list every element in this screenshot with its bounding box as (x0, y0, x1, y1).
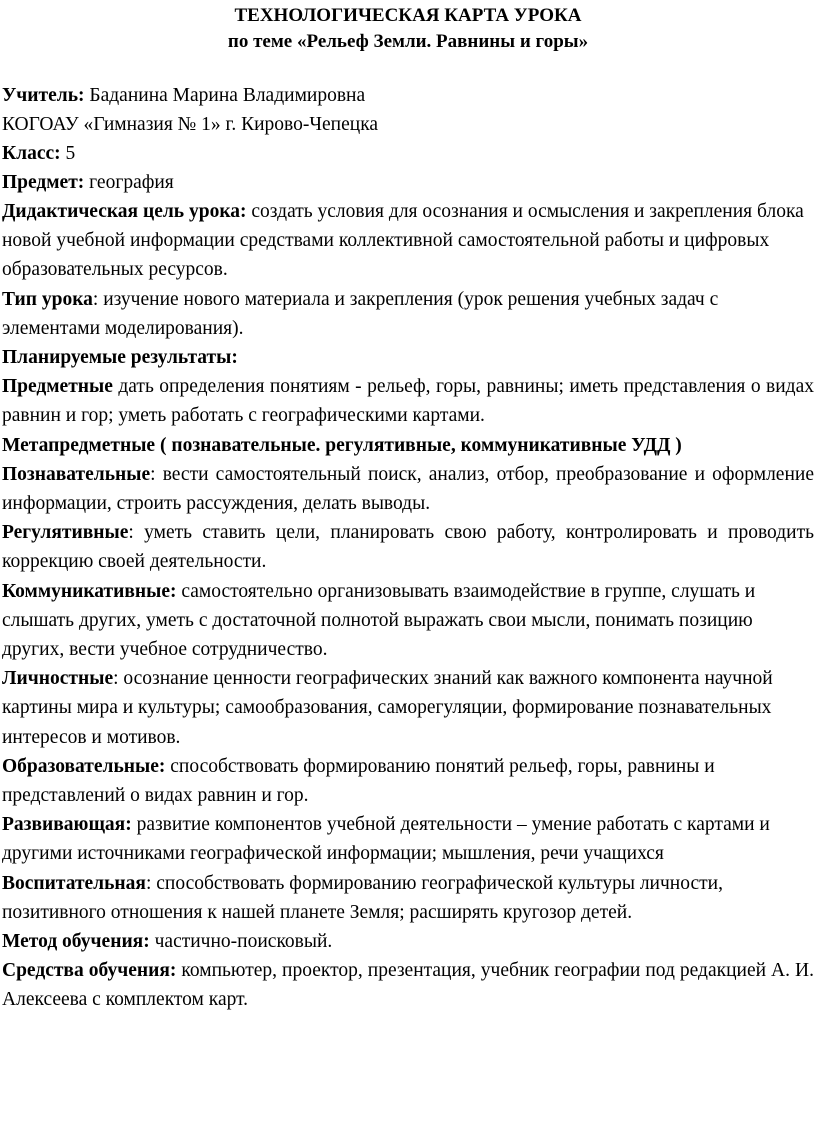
didactic-goal-label: Дидактическая цель урока: (2, 201, 247, 222)
metasubject-heading (2, 431, 814, 460)
lesson-type-paragraph (2, 285, 814, 343)
lesson-type-text: : изучение нового материала и закрепления (урок решения учебных задач с элементами моделирования). (2, 288, 719, 339)
developmental-paragraph (2, 810, 814, 868)
method-text: частично-поисковый. (149, 931, 333, 953)
personal-label: Личностные (2, 668, 114, 690)
communicative-paragraph (2, 577, 814, 665)
planned-results-heading (2, 343, 814, 372)
method-paragraph (2, 927, 814, 956)
regulatory-label: Регулятивные (2, 522, 129, 544)
developmental-label: Развивающая: (2, 814, 132, 836)
school-line: КОГОАУ «Гимназия № 1» г. Кирово-Чепецка (2, 114, 379, 135)
subject-value: география (89, 172, 174, 193)
teacher-name: Баданина Марина Владимировна (89, 85, 366, 106)
document-subtitle: по теме «Рельеф Земли. Равнины и горы» (227, 31, 589, 52)
subject-results-label: Предметные (2, 376, 113, 398)
grade-value: 5 (65, 143, 76, 164)
upbringing-paragraph (2, 869, 814, 927)
personal-paragraph (2, 664, 814, 752)
method-label: Метод обучения: (2, 931, 150, 953)
subject-results-paragraph (2, 372, 814, 430)
developmental-text: развитие компонентов учебной деятельности – умение работать с картами и другими источниками географической информации; мышления, речи учащихся (2, 814, 770, 865)
educational-text: способствовать формированию понятий рельеф, горы, равнины и представлений о видах равнин и гор. (2, 755, 715, 807)
tools-label: Средства обучения: (2, 960, 177, 982)
subject-label: Предмет: (2, 172, 85, 193)
upbringing-text: : способствовать формированию географической культуры личности, позитивного отношения к нашей планете Земля; расширять кругозор детей. (2, 872, 723, 923)
personal-text: : осознание ценности географических знаний как важного компонента научной картины мира и культуры; самообразования, саморегуляции, формирование познавательных интересов и мотивов. (2, 668, 773, 748)
document-title: ТЕХНОЛОГИЧЕСКАЯ КАРТА УРОКА (234, 5, 582, 26)
lesson-type-label: Тип урока (2, 288, 93, 310)
grade-label: Класс: (2, 143, 61, 164)
tools-text: компьютер, проектор, презентация, учебник географии под редакцией А. И. Алексеева с комплектом карт. (2, 960, 814, 1011)
cognitive-text: : вести самостоятельный поиск, анализ, отбор, преобразование и оформление информации, строить рассуждения, делать выводы. (2, 463, 814, 515)
tools-paragraph (2, 956, 814, 1014)
regulatory-paragraph (2, 518, 814, 576)
grade-line (2, 139, 814, 168)
educational-paragraph (2, 752, 814, 810)
communicative-text: самостоятельно организовывать взаимодействие в группе, слушать и слышать других, уметь с достаточной полнотой выражать свои мысли, понимать позицию других, вести учебное сотрудничество. (2, 580, 756, 661)
cognitive-paragraph (2, 460, 814, 518)
spacer (2, 55, 814, 81)
subject-results-text: дать определения понятиям - рельеф, горы, равнины; иметь представления о видах равнин и гор; уметь работать с географическими картами. (2, 376, 814, 427)
metasubject-label: Метапредметные ( познавательные. регулятивные, коммуникативные УДД ) (2, 434, 682, 456)
regulatory-text: : уметь ставить цели, планировать свою работу, контролировать и проводить коррекцию своей деятельности. (2, 522, 814, 573)
subject-line (2, 168, 814, 197)
planned-results-label: Планируемые результаты: (2, 347, 238, 369)
teacher-line (2, 81, 814, 110)
upbringing-label: Воспитательная (2, 872, 146, 894)
teacher-label: Учитель: (2, 85, 85, 106)
communicative-label: Коммуникативные: (2, 580, 177, 602)
didactic-goal-paragraph (2, 197, 814, 285)
didactic-goal-text: создать условия для осознания и осмысления и закрепления блока новой учебной информации средствами коллективной самостоятельной работы и цифровых образовательных ресурсов. (2, 201, 804, 281)
educational-label: Образовательные: (2, 755, 166, 777)
cognitive-label: Познавательные (2, 463, 151, 485)
